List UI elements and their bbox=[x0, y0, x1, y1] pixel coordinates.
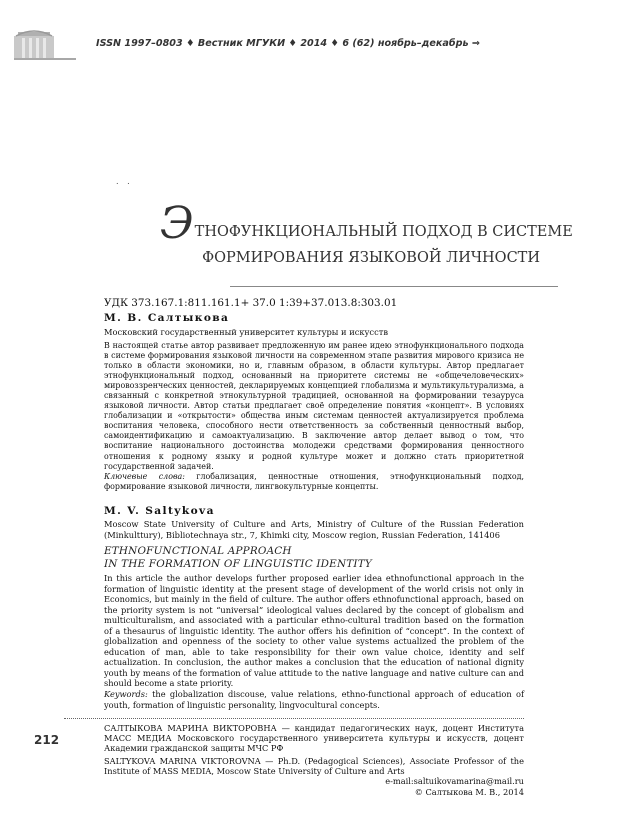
title-divider bbox=[230, 286, 558, 287]
article-title-en bbox=[104, 545, 524, 570]
copyright-notice: © Салтыкова М. В., 2014 bbox=[414, 786, 524, 797]
title-en-line-2: IN THE FORMATION OF LINGUISTIC IDENTITY bbox=[104, 557, 372, 570]
affiliation-en: Moscow State University of Culture and Arts, Ministry of Culture of the Russian Federation (Minkulttury), Bibliotechnaya str., 7, Khimki city, Moscow region, Russian Federation, 141406 bbox=[104, 519, 524, 540]
keywords-en bbox=[104, 689, 524, 710]
title-line-2: ФОРМИРОВАНИЯ ЯЗЫКОВОЙ ЛИЧНОСТИ bbox=[202, 250, 540, 266]
keywords-ru-label: Ключевые слова: bbox=[104, 471, 185, 481]
article-title bbox=[160, 198, 573, 269]
author-email[interactable]: e-mail:saltuikovamarina@mail.ru bbox=[385, 776, 524, 787]
author-info-footer bbox=[104, 723, 524, 797]
affiliation-ru: Московский государственный университет культуры и искусств bbox=[104, 327, 388, 337]
abstract-ru bbox=[104, 341, 524, 492]
udk-code: УДК 373.167.1:811.161.1+ 37.0 1:39+37.013.8:303.01 bbox=[104, 297, 398, 309]
footer-divider bbox=[64, 718, 524, 719]
author-en: M. V. Saltykova bbox=[104, 505, 215, 517]
decorative-dots: . . bbox=[116, 177, 133, 186]
abstract-ru-text: В настоящей статье автор развивает предложенную им ранее идею этнофункционального подхода в системе формирования языковой личности на современном этапе развития мирового кризиса не только в области экономики, но и, главным образом, в области культуры. Автор предлагает этнофункциональный подход, основанный на приоритете системы не «общечеловеческих» мировоззренческих ценностей, декларируемых концепцией глобализма и мультикультурализма, а связанный с конкретной этнокультурной традицией, основанной на формировании тезауруса языковой личности. Автор статьи предлагает своё определение понятия «концепт». В условиях глобализации и «открытости» общества иным системам ценностей актуализируется проблема воспитания человека, способного нести ответственность за собственный ценностный выбор, самоидентификацию и самоактуализацию. В заключение автор делает вывод о том, что воспитание национального достоинства молодежи средствами формирования ценностного отношения к родному языку и родной культуре может и должно стать приоритетной государственной задачей. bbox=[104, 341, 524, 471]
title-en-line-1: ETHNOFUNCTIONAL APPROACH bbox=[104, 545, 292, 557]
abstract-en bbox=[104, 573, 524, 710]
abstract-en-text: In this article the author develops further proposed earlier idea ethnofunctional approach in the formation of linguistic identity at the present stage of development of the world crisis not only in Economics, but mainly in the field of culture. The author offers ethnofunctional approach, based on the priority system is not “universal” ideological values declared by the concept of globalism and multiculturalism, and associated with a particular ethno-cultural tradition based on the formation of a thesaurus of linguistic identity. The author offers his definition of “concept”. In the context of globalization and openness of the society to other value systems actualized the problem of the education of man, able to take responsibility for their own value choice, identity and self actualization. In conclusion, the author makes a conclusion that the education of national dignity youth by means of the formation of value attitude to the native language and native culture can and should become a state priority. bbox=[104, 573, 524, 689]
running-head: ISSN 1997–0803 ♦ Вестник МГУКИ ♦ 2014 ♦ 6 (62) ноябрь–декабрь ⇒ bbox=[96, 38, 480, 49]
keywords-ru bbox=[104, 472, 524, 492]
title-drop-cap: Э bbox=[160, 198, 194, 249]
journal-logo bbox=[14, 26, 76, 64]
author-ru: М. В. Салтыкова bbox=[104, 312, 230, 324]
keywords-en-text: the globalization discouse, value relations, ethno-functional approach of education of youth, formation of linguistic personality, lingvocultural concepts. bbox=[104, 689, 524, 710]
author-bio-ru: САЛТЫКОВА МАРИНА ВИКТОРОВНА — кандидат педагогических наук, доцент Института МАСС МЕДИА Московского государственного университета культуры и искусств, доцент Академии гражданской защиты МЧС РФ bbox=[104, 723, 524, 754]
author-bio-en: SALTYKOVA MARINA VIKTOROVNA — Ph.D. (Pedagogical Sciences), Associate Professor of the Institute of MASS MEDIA, Moscow State University of Culture and Arts bbox=[104, 756, 524, 777]
title-line-1-text: ТНОФУНКЦИОНАЛЬНЫЙ ПОДХОД В СИСТЕМЕ bbox=[194, 224, 573, 240]
keywords-ru-text: глобализация, ценностные отношения, этнофункциональный подход, формирование языковой личности, лингвокультурные концепты. bbox=[104, 471, 524, 491]
keywords-en-label: Keywords: bbox=[104, 689, 148, 700]
title-line-1 bbox=[160, 198, 573, 249]
page-number: 212 bbox=[34, 733, 60, 747]
